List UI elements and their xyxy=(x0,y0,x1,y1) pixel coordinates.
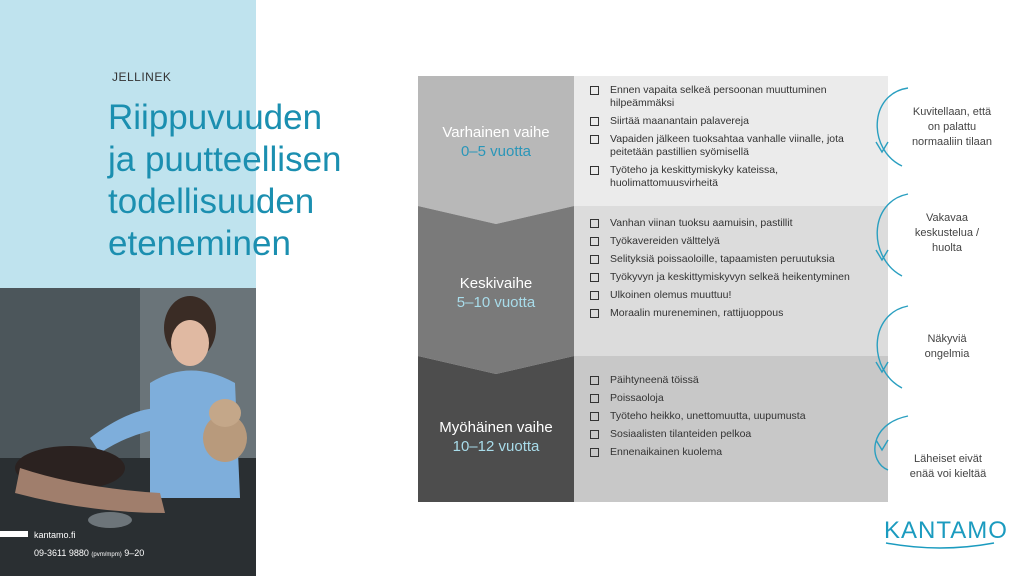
list-item: Työkavereiden välttelyä xyxy=(588,235,880,248)
opening-hours: 9–20 xyxy=(124,548,145,558)
stage-early-items xyxy=(574,78,888,195)
stage-late-items xyxy=(574,368,888,464)
stage-middle xyxy=(418,220,574,366)
phone-note: (pvm/mpm) xyxy=(91,552,122,558)
phone-number: 09-3611 9880 xyxy=(34,548,89,558)
stage-middle-items xyxy=(574,211,888,325)
stage-years: 10–12 vuotta xyxy=(452,438,540,455)
footer-bar xyxy=(0,531,28,537)
list-item: Päihtyneenä töissä xyxy=(588,374,880,387)
note-late: Läheiset eivät enää voi kieltää xyxy=(909,453,987,480)
logo-swoosh xyxy=(884,541,996,551)
kicker: JELLINEK xyxy=(112,70,172,84)
list-item: Selityksiä poissaoloille, tapaamisten peruutuksia xyxy=(588,253,880,266)
list-item: Työkyvyn ja keskittymiskyvyn selkeä heikentyminen xyxy=(588,271,880,284)
stage-name: Keskivaihe xyxy=(459,275,533,292)
list-item: Ennenaikainen kuolema xyxy=(588,446,880,459)
list-item: Moraalin mureneminen, rattijuoppous xyxy=(588,307,880,320)
stage-early xyxy=(418,76,574,208)
note-middle: Vakavaa keskustelua / huolta xyxy=(914,212,980,254)
stage-years: 5–10 vuotta xyxy=(456,294,536,311)
list-item: Siirtää maanantain palavereja xyxy=(588,115,880,128)
website-label: kantamo.fi xyxy=(34,530,76,540)
stage-name: Myöhäinen vaihe xyxy=(439,419,553,436)
list-item: Sosiaalisten tilanteiden pelkoa xyxy=(588,428,880,441)
list-item: Vanhan viinan tuoksu aamuisin, pastillit xyxy=(588,217,880,230)
stage-name: Varhainen vaihe xyxy=(442,124,550,141)
list-item: Ulkoinen olemus muuttuu! xyxy=(588,289,880,302)
list-item: Poissaoloja xyxy=(588,392,880,405)
stage-years: 0–5 vuotta xyxy=(460,143,532,160)
stage-late xyxy=(418,372,574,502)
note-early: Kuvitellaan, että on palattu normaaliin tilaan xyxy=(911,106,993,148)
note-problems: Näkyviä ongelmia xyxy=(924,333,970,360)
phone-line xyxy=(34,548,144,558)
list-item: Vapaiden jälkeen tuoksahtaa vanhalle viinalle, jota peitetään pastillien syömisellä xyxy=(588,133,880,159)
kantamo-logo: KANTAMO xyxy=(884,517,1008,544)
slide-title: Riippuvuuden ja puutteellisen todellisuuden eteneminen xyxy=(108,98,342,263)
list-item: Työteho heikko, unettomuutta, uupumusta xyxy=(588,410,880,423)
list-item: Ennen vapaita selkeä persoonan muuttuminen hilpeämmäksi xyxy=(588,84,880,110)
list-item: Työteho ja keskittymiskyky kateissa, huolimattomuusvirheitä xyxy=(588,164,880,190)
